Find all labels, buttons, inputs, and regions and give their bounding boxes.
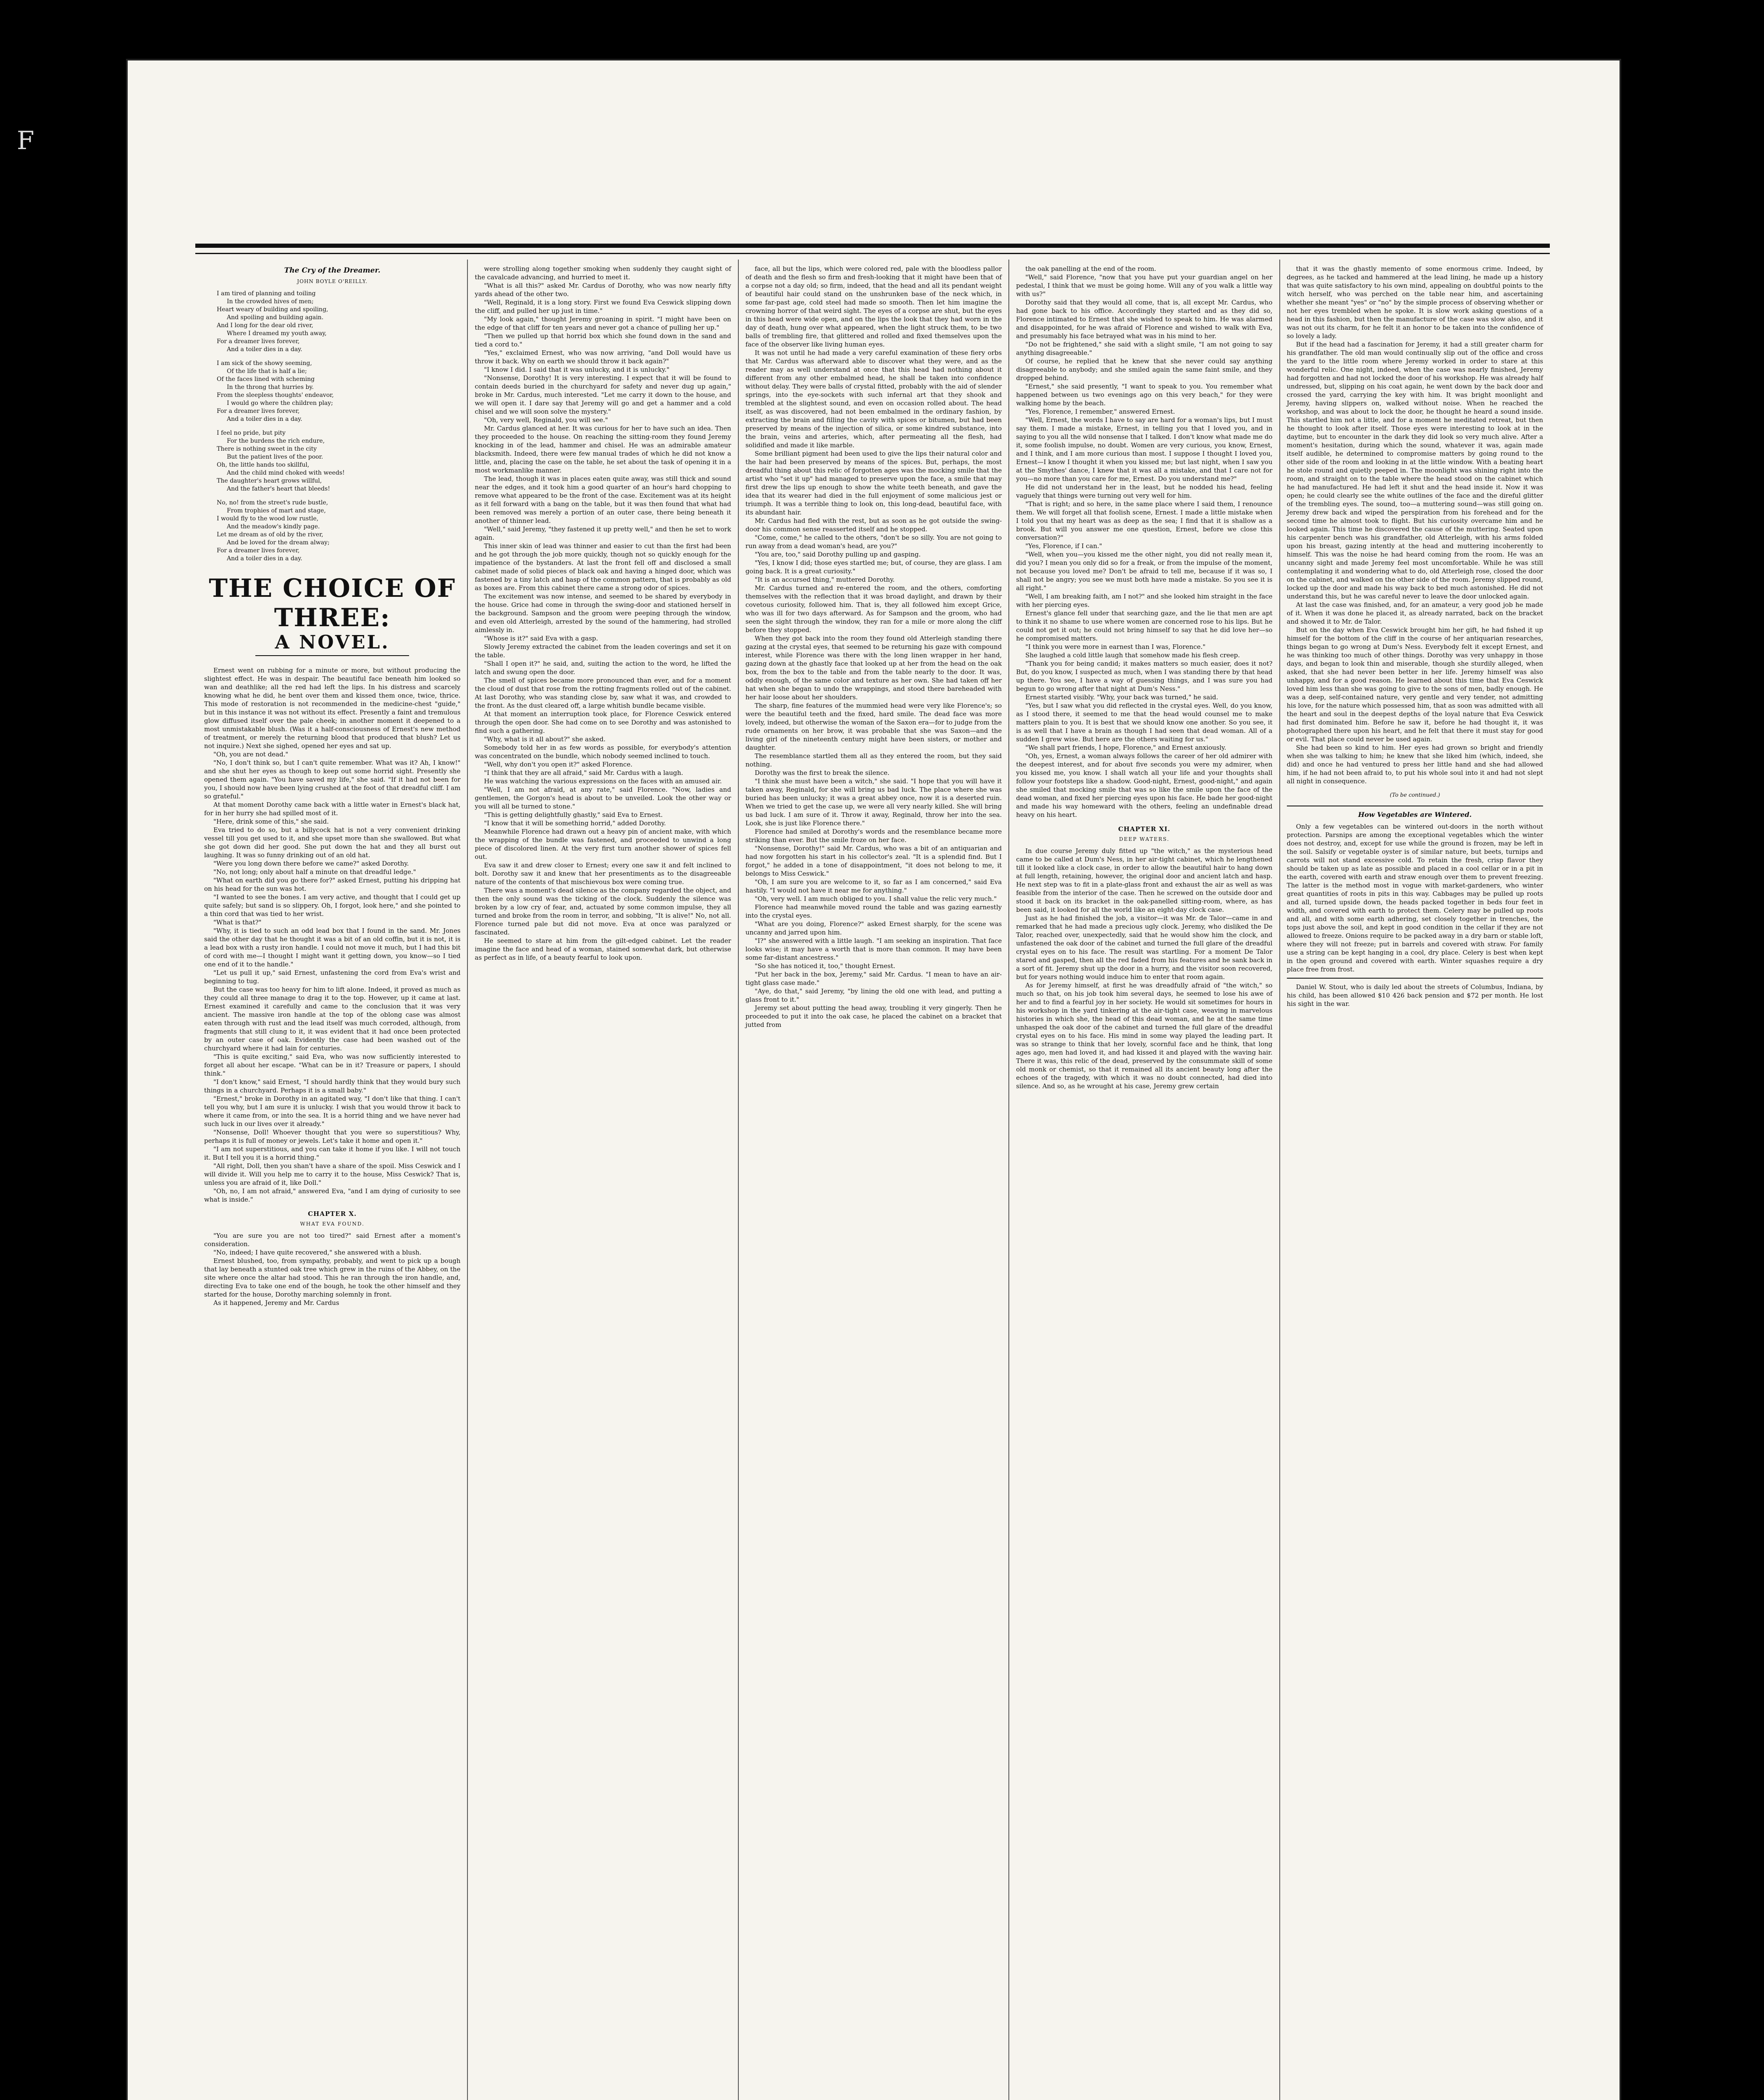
paragraph: "Well, why don't you open it?" asked Florence. [484,761,633,768]
paragraph: He seemed to stare at him from the gilt-edged cabinet. Let the reader imagine the face and head of a woman, stained somewhat dark, but otherwise as perfect as in life, of a beauty fearful to look upon. [475,937,731,961]
poem-line: And a toiler dies in a day. [227,555,302,562]
paragraph: This inner skin of lead was thinner and easier to cut than the first had been and he got through the job more quickly, though not so quickly enough for the impatience of the bystanders. At last the front fell off and disclosed a small cabinet made of solid pieces of black oak and having a hinged door, which was fastened by a tiny latch and hasp of the common pattern, that is probably as old as boxes are. From this cabinet there came a strong odor of spices. [475,542,731,592]
paragraph: "I think that they are all afraid," said Mr. Cardus with a laugh. [484,769,683,777]
paragraph: Florence had smiled at Dorothy's words and the resemblance became more striking than ever. But the smile froze on her face. [745,828,1002,844]
paragraph: In due course Jeremy duly fitted up "the witch," as the mysterious head came to be called at Dum's Ness, in her air-tight cabinet, which he lengthened till it looked like a clock case, in order to allow the beautiful hair to hang down at full length, retaining, however, the original door and ancient latch and hasp. He next step was to fit in a plate-glass front and exhaust the air as well as was feasible from the interior of the case. Then he screwed on the outside door and stood it back on its bracket in the oak-panelled sitting-room, where, as has been said, it looked for all the world like an eight-day clock case. [1016,847,1273,914]
poem-line: The daughter's heart grows willful, [217,478,322,484]
column-3 [738,260,1008,2100]
paragraph: But if the head had a fascination for Jeremy, it had a still greater charm for his grandfather. The old man would continually slip out of the office and cross the yard to the little room where Jeremy worked in order to stare at this wonderful relic. One night, indeed, when the case was nearly finished, Jeremy had forgotten and had not locked the door of his workshop. He was already half undressed, but, slipping on his coat again, he went down by the back door and crossed the yard, carrying the key with him. It was bright moonlight and Jeremy, having slippers on, walked without noise. When he reached the workshop, and was about to lock the door, he thought he heard a sound inside. This startled him not a little, and for a moment he meditated retreat, but then he thought to look after itself. Those eyes were interesting to look at in the daytime, but to encounter in the dark they did look so very much alive. After a moment's hesitation, during which the sound, whatever it was, again made itself audible, he determined to compromise matters by going round to the other side of the room and looking in at the little window. With a beating heart he stole round and quietly peeped in. The moonlight was shining right into the room, and straight on to the table where the head stood on the cabinet which he had manufactured. He had left it shut and the head inside it. Now it was open; he could clearly see the white outlines of the face and the direful glitter of the trembling eyes. The sound, too—a muttering sound—was still going on. Jeremy drew back and wiped the perspiration from his forehead and for the second time he almost took to flight. But his curiosity overcame him and he looked again. This time he discovered the cause of the muttering. Seated upon his carpenter bench was his grandfather, old Atterleigh, with his arms folded upon his breast, gazing intently at the head and muttering incoherently to himself. This was the noise he had heard coming from the room. He was an uncanny sight and made Jeremy feel most uncomfortable. While he was still contemplating it and wondering what to do, old Atterleigh rose, closed the door on the cabinet, and walked on the other side of the room. Jeremy slipped round, locked up the door and made his way back to bed much astonished. He did not understand this, but he was careful never to leave the door unlocked again. [1286,341,1544,600]
paragraph: "Why, what is it all about?" she asked. [484,735,606,743]
paragraph: "What are you doing, Florence?" asked Ernest sharply, for the scene was uncanny and jarred upon him. [745,920,1002,936]
poem-title: The Cry of the Dreamer. [284,266,381,275]
poem-line: In the crowded hives of men; [227,298,314,305]
columns [197,260,1550,2100]
column-1 [197,260,467,2100]
paragraph: He was watching the various expressions on the faces with an amused air. [484,777,722,785]
paragraph: "No, not long; only about half a minute on that dreadful ledge." [213,868,416,876]
paragraph: "Were you long down there before we came?" asked Dorothy. [213,860,409,867]
column-5-text [1287,265,1543,785]
paragraph: Ernest's glance fell under that searching gaze, and the lie that men are apt to think it no shame to use where women are concerned rose to his lips. But he could not get it out; he could not bring himself to say that he did love her—so he compromised matters. [1016,609,1273,642]
paragraph: "I don't know," said Ernest, "I should hardly think that they would bury such things in a churchyard. Perhaps it is a small baby." [204,1078,461,1094]
poem-line: Let me dream as of old by the river, [217,531,323,538]
paragraph: Ernest started visibly. "Why, your back was turned," he said. [1025,693,1218,701]
paragraph: "Well, I am not afraid, at any rate," said Florence. "Now, ladies and gentlemen, the Gorgon's head is about to be unveiled. Look the other way or you will all be turned to stone." [475,786,731,810]
paragraph: When they got back into the room they found old Atterleigh standing there gazing at the crystal eyes, that seemed to be returning his gaze with compound interest, while Florence was there with the long linen wrapper in her hand, gazing down at the ghastly face that looked up at her from the head on the oak box, from the box to the table and from the table nearly to the door. It was, oddly enough, of the same color and texture as her own. She had taken off her hat when she began to undo the wrappings, and stood there bareheaded with her hair loose about her shoulders. [745,635,1002,701]
top-rule-thin [195,253,1550,254]
paragraph: "Well, Reginald, it is a long story. First we found Eva Ceswick slipping down the cliff, and pulled her up just in time." [475,299,731,315]
paragraph: the oak panelling at the end of the room. [1025,265,1156,273]
paragraph: "I know that it will be something horrid," added Dorothy. [484,819,666,827]
top-rule [195,244,1550,248]
poem-line: Of the life that is half a lie; [227,368,307,375]
paragraph: Dorothy said that they would all come, that is, all except Mr. Cardus, who had gone back to his office. Accordingly they started and as they did so, Florence intimated to Ernest that she wished to speak to him. He was alarmed and disappointed, for he was afraid of Florence and wished to walk with Eva, and presumably his face betrayed what was in his mind to her. [1016,299,1273,340]
column-2 [467,260,738,2100]
paragraph: were strolling along together smoking when suddenly they caught sight of the cavalcade advancing, and hurried to meet it. [475,265,731,281]
paragraph: Meanwhile Florence had drawn out a heavy pin of ancient make, with which the wrapping of the bundle was fastened, and proceeded to unwind a long piece of discolored linen. At the very first turn another shower of spices fell out. [475,828,731,861]
paragraph: "Then we pulled up that horrid box which she found down in the sand and tied a cord to." [475,332,731,348]
article-divider-2 [1287,978,1543,979]
paragraph: "Nonsense, Dorothy! It is very interesting. I expect that it will be found to contain deeds buried in the churchyard for safety and never dug up again," broke in Mr. Cardus, much interested. "Let me carry it down to the house, and we will open it. I dare say that Jeremy will go and get a hammer and a cold chisel and we will soon solve the mystery." [475,374,731,415]
paragraph: She had been so kind to him. Her eyes had grown so bright and friendly when she was talking to him; he knew that she liked him (which, indeed, she did) and once he had ventured to press her little hand and she had allowed him, if he had not been afraid to, to put his whole soul into it and had not slept all night in consequence. [1286,744,1544,785]
chapter-10-subtitle: WHAT EVA FOUND. [300,1221,365,1227]
paragraph: Dorothy was the first to break the silence. [754,769,890,777]
poem-line: For a dreamer lives forever, [217,408,300,415]
poem-line: I would go where the children play; [227,400,333,407]
paragraph: "Yes, but I saw what you did reflected in the crystal eyes. Well, do you know, as I stood there, it seemed to me that the head would counsel me to make matters plain to you. It is best that we should know one another. So you see, it is as well that I have a brain as though I had seen that dead woman. All of a sudden I grew wise. But here are the others waiting for us." [1016,702,1273,743]
novel-headline: THE CHOICE OF THREE: [209,574,456,633]
paragraph: The smell of spices became more pronounced than ever, and for a moment the cloud of dust that rose from the rotting fragments rolled out of the cabinet. At last Dorothy, who was standing close by, saw what it was, and crowded to the front. As the dust cleared off, a large whitish bundle became visible. [475,677,731,709]
poem-line: Oh, the little hands too skillful, [217,462,310,468]
paragraph: "Come, come," he called to the others, "don't be so silly. You are not going to run away from a dead woman's head, are you?" [745,534,1002,550]
paragraph: "Put her back in the box, Jeremy," said Mr. Cardus. "I mean to have an air-tight glass case made." [745,971,1002,987]
paragraph: But the case was too heavy for him to lift alone. Indeed, it proved as much as they could all three manage to drag it to the top. However, up it came at last. Ernest examined it carefully and came to the conclusion that it was very ancient. The massive iron handle at the top of the oblong case was almost eaten through with rust and the lead itself was much corroded, although, from fragments that still clung to it, it was evident that it had once been protected by an outer case of oak. Evidently the case had been washed out of the churchyard where it had lain for centuries. [204,986,461,1052]
paragraph: that it was the ghastly memento of some enormous crime. Indeed, by degrees, as he tacked and hammered at the lead lining, he made up a history that was quite satisfactory to his own mind, appealing on doubtful points to the witch herself, who was perched on the table near him, and ascertaining whether she meant "yes" or "no" by the simple process of observing whether or not her eyes trembled when he spoke. It is slow work asking questions of a head in this fashion, but then the manufacture of the case was slow also, and it was not out its charm, for he felt it an honor to be taken into the confidence of so lovely a lady. [1286,265,1544,340]
paragraph: Mr. Cardus had fled with the rest, but as soon as he got outside the swing-door his common sense reasserted itself and he stopped. [745,517,1002,533]
paragraph: Only a few vegetables can be wintered out-doors in the north without protection. Parsnips are among the exceptional vegetables which the winter does not destroy, and, except for use while the ground is frozen, may be left in the soil. Salsify or vegetable oyster is of similar nature, but beets, turnips and carrots will not stand excessive cold. To retain the fresh, crisp flavor they should be taken up as late as possible and placed in a cool cellar or in a pit in the earth, covered with earth and straw enough over them to prevent freezing. The latter is the method most in vogue with market-gardeners, who winter great quantities of roots in pits in this way. Cabbages may be pulled up roots and all, turned upside down, the heads packed together in beds four feet in width, and covered with earth to protect them. Celery may be pulled up roots and all, and with some earth adhering, set closely together in trenches, the tops just above the soil, and kept in good condition in the cellar if they are not allowed to freeze. Onions require to be packed away in a dry barn or stable loft, where they will not freeze; put in barrels and covered with straw. For family use a string can be kept hanging in a cool, dry place. Celery is best when kept in the open ground and covered with earth. Winter squashes require a dry place free from frost. [1286,823,1544,973]
paragraph: Somebody told her in as few words as possible, for everybody's attention was concentrated on the bundle, which nobody seemed inclined to touch. [475,744,731,760]
paragraph: There was a moment's dead silence as the company regarded the object, and then the only sound was the ticking of the clock. Suddenly the silence was broken by a low cry of fear, and, actuated by some common impulse, they all turned and broke from the room in terror, and sobbing, "It is alive!" No, not all. Florence turned pale but did not move. Eva at once was paralyzed or fascinated. [475,887,731,936]
paragraph: "Oh, yes, Ernest, a woman always follows the career of her old admirer with the deepest interest, and for about five seconds you were my admirer, when you kissed me, you know. I shall watch all your life and your thoughts shall follow your footsteps like a shadow. Good-night, Ernest, good-night," and again she smiled that mocking smile that was so like the smile upon the face of the dead woman, and fixed her piercing eyes upon his face. He bade her good-night and made his way homeward with the others, feeling an undefinable dread heavy on his heart. [1016,752,1273,819]
chapter-10-title: CHAPTER X. [308,1210,357,1218]
paragraph: "Shall I open it?" he said, and, suiting the action to the word, he lifted the latch and swung open the door. [475,660,731,676]
paragraph: Eva saw it and drew closer to Ernest; every one saw it and felt inclined to bolt. Dorothy saw it and knew that her presentiments as to the disagreeable nature of the contents of that mischievous box were coming true. [475,861,731,886]
paragraph: "I?" she answered with a little laugh. "I am seeking an inspiration. That face looks wise; it may have a worth that is more than common. It may have been some far-distant ancestress." [745,937,1002,961]
paragraph: "Aye, do that," said Jeremy, "by lining the old one with lead, and putting a glass front to it." [745,987,1002,1003]
paragraph: Ernest blushed, too, from sympathy, probably, and went to pick up a bough that lay beneath a stunted oak tree which grew in the ruins of the Abbey, on the site where once the altar had stood. This he ran through the iron handle, and, directing Eva to take one end of the bough, he took the other himself and they started for the house, Dorothy marching solemnly in front. [204,1257,461,1298]
poem-line: And the child mind choked with weeds! [227,470,345,476]
paragraph: "Well, when you—you kissed me the other night, you did not really mean it, did you? I mean you only did so for a freak, or from the impulse of the moment, not because you loved me? Don't be afraid to tell me, because if it was so, I shall not be angry; you see we must both have made a mistake. So you see it is all right." [1016,551,1273,592]
poem-line: From trophies of mart and stage, [227,507,326,514]
poem-line: And the father's heart that bleeds! [227,486,330,492]
paragraph: "You are sure you are not too tired?" said Ernest after a moment's consideration. [204,1232,461,1248]
paragraph: "I think she must have been a witch," she said. "I hope that you will have it taken away, Reginald, for she will bring us bad luck. The place where she was buried has been unlucky; it was a great abbey once, now it is a deserted ruin. When we tried to get the case up, we were all very nearly killed. She will bring us bad luck. I am sure of it. Throw it away, Reginald, throw her into the sea. Look, she is just like Florence there." [745,777,1002,827]
novel-subhead: A NOVEL. [275,632,390,653]
vegetables-title: How Vegetables are Wintered. [1358,811,1472,819]
paragraph: Florence had meanwhile moved round the table and was gazing earnestly into the crystal eyes. [745,903,1002,919]
poem-line: For a dreamer lives forever, [217,338,300,345]
paragraph: Mr. Cardus glanced at her. It was curious for her to have such an idea. Then they proceeded to the house. On reaching the sitting-room they found Jeremy knocking in of the lead, hammer and chisel. He was an admirable amateur blacksmith. Indeed, there were few manual trades of which he did not know a little, and, placing the case on the table, he set about the task of opening it in a most workmanlike manner. [475,425,731,474]
paragraph: "This is getting delightfully ghastly," said Eva to Ernest. [484,811,663,819]
paragraph: "I think you were more in earnest than I was, Florence." [1025,643,1206,651]
paragraph: "Yes, Florence, if I can." [1025,542,1102,550]
paragraph: "Yes, I know I did; those eyes startled me; but, of course, they are glass. I am going back. It is a great curiosity." [745,559,1002,575]
column-1-text-b [204,1231,460,1307]
paragraph: "This is quite exciting," said Eva, who was now sufficiently interested to forget all about her escape. "What can be in it? Treasure or papers, I should think." [204,1053,461,1077]
paragraph: Mr. Cardus turned and re-entered the room, and the others, comforting themselves with the reflection that it was broad daylight, and drawn by their covetous curiosity, followed him. That is, they all followed him except Grice, who was ill for two days afterward. As for Sampson and the groom, who had seen the sight through the window, they ran for a mile or more along the cliff before they stopped. [745,584,1002,634]
paragraph: "Whose is it?" said Eva with a gasp. [484,635,598,642]
poem-line: I am tired of planning and toiling [217,290,316,297]
paragraph: "Ernest," broke in Dorothy in an agitated way, "I don't like that thing. I can't tell you why, but I am sure it is unlucky. I wish that you would throw it back to where it came from, or into the sea. It is a horrid thing and we have never had such luck in our lives over it already." [204,1095,461,1128]
paragraph: Of course, he replied that he knew that she never could say anything disagreeable to anybody; and she smiled again the same faint smile, and they dropped behind. [1016,357,1273,382]
subhead-rule [255,655,409,656]
poem-line: For the burdens the rich endure, [227,438,325,444]
vegetables-text [1287,822,1543,974]
paragraph: "I am not superstitious, and you can take it home if you like. I will not touch it. But I tell you it is a horrid thing." [204,1145,461,1161]
paragraph: "Well," said Jeremy, "they fastened it up pretty well," and then he set to work again. [475,525,731,541]
paragraph: "Nonsense, Dorothy!" said Mr. Cardus, who was a bit of an antiquarian and had now forgotten his start in his collector's zeal. "It is a splendid find. But I forgot," he added in a tone of disappointment, "it does not belong to me, it belongs to Miss Ceswick." [745,845,1002,877]
paragraph: "All right, Doll, then you shan't have a share of the spoil. Miss Ceswick and I will divide it. Will you help me to carry it to the house, Miss Ceswick? That is, unless you are afraid of it, like Doll." [204,1162,461,1186]
poem-line: For a dreamer lives forever, [217,547,300,554]
poem-line: In the throng that hurries by. [227,384,314,391]
paragraph: "Oh, no, I am not afraid," answered Eva, "and I am dying of curiosity to see what is inside." [204,1187,461,1203]
paragraph: At that moment an interruption took place, for Florence Ceswick entered through the open door. She had come on to see Dorothy and was astonished to find such a gathering. [475,710,731,735]
poem-line: I feel no pride, but pity [217,430,286,436]
column-2-text [475,265,731,962]
paragraph: "Nonsense, Doll! Whoever thought that you were so superstitious? Why, perhaps it is full of money or jewels. Let's take it home and open it." [204,1129,461,1144]
paragraph: At last the case was finished, and, for an amateur, a very good job he made of it. When it was done he placed it, as already narrated, back on the bracket and showed it to Mr. de Talor. [1286,601,1544,625]
poem-line: And the meadow's kindly page. [227,523,320,530]
poem-stanza [217,290,460,354]
paragraph: "I know I did. I said that it was unlucky, and it is unlucky." [484,366,669,373]
column-4 [1008,260,1279,2100]
paragraph: "Ernest," she said presently, "I want to speak to you. You remember what happened between us two evenings ago on this very beach," for they were walking home by the beach. [1016,383,1273,407]
paragraph: She laughed a cold little laugh that somehow made his flesh creep. [1025,651,1240,659]
paragraph: "That is right; and so here, in the same place where I said them, I renounce them. We will forget all that foolish scene, Ernest. I made a little mistake when I told you that my heart was as deep as the sea; I find that it is shallow as a brook. But will you answer me one question, Ernest, before we close this conversation?" [1016,500,1273,541]
column-1-text [204,666,460,1204]
poem-line: There is nothing sweet in the city [217,446,317,452]
pension-paragraph: Daniel W. Stout, who is daily led about the streets of Columbus, Indiana, by his child, has been allowed $10 426 back pension and $72 per month. He lost his sight in the war. [1286,983,1544,1008]
chapter-11-subtitle: DEEP WATERS. [1119,836,1170,842]
paragraph: "It is an accursed thing," muttered Dorothy. [754,576,895,583]
poem-line: And I long for the dear old river, [217,322,314,329]
paragraph: "Why, it is tied to such an odd lead box that I found in the sand. Mr. Jones said the other day that he thought it was a bit of an old coffin, but it is not, it is a lead box with a rusty iron handle. I could not move it much, but I had this bit of cord with me—I thought I might want it getting down, you know—so I tied one end of it to the handle." [204,927,461,968]
column-4-text-b [1016,847,1272,1090]
paragraph: "No, indeed; I have quite recovered," she answered with a blush. [213,1249,422,1256]
paragraph: "I wanted to see the bones. I am very active, and thought that I could get up quite safely; but sand is so slippery. Oh, I forgot, look here," and she pointed to a thin cord that was tied to her wrist. [204,893,461,918]
poem-line: No, no! from the street's rude bustle, [217,499,328,506]
paragraph: "What is that?" [213,919,262,926]
poem-line: And be loved for the dream alway; [227,539,330,546]
poem-stanza [217,360,460,423]
paragraph: The resemblance startled them all as they entered the room, but they said nothing. [745,752,1002,768]
poem-line: But the patient lives of the poor. [227,454,323,460]
paragraph: "Well, Ernest, the words I have to say are hard for a woman's lips, but I must say them. I made a mistake, Ernest, in telling you that I loved you, and in saying to you all the wild nonsense that I talked. I don't know what made me do it, some foolish impulse, no doubt. Women are very curious, you know, Ernest, and I think, and I am more curious than most. I suppose I thought I loved you, Ernest—I know I thought it when you kissed me; but last night, when I saw you at the Smythes' dance, I knew that it was all a mistake, and that I care not for you—no more than you care for me, Ernest. Do you understand me?" [1016,416,1273,483]
paragraph: As it happened, Jeremy and Mr. Cardus [213,1299,339,1307]
poem-line: And spoiling and building again. [227,314,324,321]
paragraph: Some brilliant pigment had been used to give the lips their natural color and the hair had been preserved by means of the spices. But, perhaps, the most dreadful thing about this relic of forgotten ages was the mocking smile that the artist who "set it up" had managed to preserve upon the face, a smile that may first drew the lips up enough to show the white teeth beneath, and gave the idea that its wearer had died in the full enjoyment of some malicious jest or triumph. It was a terrible thing to look on, this long-dead, beautiful face, with its abundant hair. [745,450,1002,516]
paragraph: "Oh, I am sure you are welcome to it, so far as I am concerned," said Eva hastily. "I would not have it near me for anything." [745,878,1002,894]
paragraph: At that moment Dorothy came back with a little water in Ernest's black hat, for in her hurry she had spilled most of it. [204,801,461,817]
paragraph: "Yes," exclaimed Ernest, who was now arriving, "and Doll would have us throw it back. Why on earth we should throw it back again?" [475,349,731,365]
paragraph: "Thank you for being candid; it makes matters so much easier, does it not? But, do you know, I suspected as much, when I was standing there by that head up there. You see, I have a way of guessing things, and I was sure you had begun to go wrong after that night at Dum's Ness." [1016,660,1273,693]
paragraph: Eva tried to do so, but a billycock hat is not a very convenient drinking vessel till you get used to it, and she upset more than she swallowed. But what she got down did her good. She put down the hat and they all burst out laughing. It was so funny drinking out of an old hat. [204,826,461,859]
paragraph: The excitement was now intense, and seemed to be shared by everybody in the house. Grice had come in through the swing-door and stationed herself in the background. Sampson and the groom were peeping through the window, and even old Atterleigh, arrested by the sound of the hammering, had strolled aimlessly in. [475,593,731,634]
paragraph: "Well," said Florence, "now that you have put your guardian angel on her pedestal, I think that we must be going home. Will any of you walk a little way with us?" [1016,273,1273,298]
paragraph: It was not until he had made a very careful examination of these fiery orbs that Mr. Cardus was afterward able to discover what they were, and as the reader may as well understand at once that this head had nothing about it different from any other embalmed head, he shall be taken into confidence without delay. They were balls of crystal fitted, probably with the aid of slender springs, into the eye-sockets with such infernal art that they shook and trembled at the slightest sound, and even on occasion rolled about. The head itself, as was discovered, had not been embalmed in the ordinary fashion, by extracting the brain and filling the cavity with spices or bitumen, but had been preserved by means of the injection of silica, or some kindred substance, into the brain, veins and arteries, which, after permeating all the flesh, had solidified and made it like marble. [745,349,1002,449]
column-4-text [1016,265,1272,819]
paragraph: "Let us pull it up," said Ernest, unfastening the cord from Eva's wrist and beginning to tug. [204,969,461,985]
poem-line: Heart weary of building and spoiling, [217,306,328,313]
paragraph: face, all but the lips, which were colored red, pale with the bloodless pallor of death and the flesh so firm and fresh-looking that it might have been that of a corpse not a day old; so firm, indeed, that the head and all its pendant weight of beautiful hair could stand on the unshrunken base of the neck which, in some far-past age, cold steel had made so smooth. Then let him imagine the crowning horror of that weird sight. The eyes of a corpse are shut, but the eyes in this head were wide open, and on the lips the look that they had worn in the day of death, hung over what appeared, when the light struck them, to be two balls of trembling fire, that glittered and rolled and fixed themselves upon the face of the observer like living human eyes. [745,265,1002,348]
paragraph: "My look again," thought Jeremy groaning in spirit. "I might have been on the edge of that cliff for ten years and never got a chance of pulling her up." [475,315,731,331]
poem-line: Where I dreamed my youth away, [227,330,327,337]
chapter-11-title: CHAPTER XI. [1118,825,1171,833]
paragraph: "So she has noticed it, too," thought Ernest. [754,962,895,970]
poem-line: I would fly to the wood low rustle, [217,515,319,522]
paragraph: "Do not be frightened," she said with a slight smile, "I am not going to say anything disagreeable." [1016,341,1273,357]
paragraph: "We shall part friends, I hope, Florence," and Ernest anxiously. [1025,744,1226,751]
poem-line: From the sleepless thoughts' endeavor, [217,392,334,399]
paragraph: "Oh, you are not dead." [213,751,289,758]
paragraph: Ernest went on rubbing for a minute or more, but without producing the slightest effect. He was in despair. The beautiful face beneath him looked so wan and deathlike; all the red had left the lips. In his distress and scarcely knowing what he did, he bent over them and kissed them once, twice, thrice. This mode of restoration is not recommended in the medicine-chest "guide," but in this instance it was not without its effect. Presently a faint and tremulous glow diffused itself over the pale cheek; in another moment it deepened to a most unmistakable blush. (Was it a half-consciousness of Ernest's new method of treatment, or merely the returning blood that produced that blush? Let us not inquire.) Next she sighed, opened her eyes and sat up. [204,667,461,750]
paragraph: "Well, I am breaking faith, am I not?" and she looked him straight in the face with her piercing eyes. [1016,593,1273,609]
paragraph: Just as he had finished the job, a visitor—it was Mr. de Talor—came in and remarked that he had made a precious ugly clock. Jeremy, who disliked the De Talor, reached over, unexpectedly, said that he would show him the clock, and unfastened the oak door of the cabinet and turned the full glare of the dreadful crystal eyes on to his face. The result was startling. For a moment De Talor stared and gasped, then all the red faded from his features and he sank back in a sort of fit. Jeremy shut up the door in a hurry, and the visitor soon recovered, but for years nothing would induce him to enter that room again. [1016,914,1273,981]
paragraph: Jeremy set about putting the head away, troubling it very gingerly. Then he proceeded to put it into the oak case, he placed the cabinet on a bracket that jutted from [745,1004,1002,1029]
to-be-continued: (To be continued.) [1389,792,1440,798]
poem-stanza [217,499,460,563]
margin-mark: F [17,126,34,155]
paragraph: "No, I don't think so, but I can't quite remember. What was it? Ah, I know!" and she shut her eyes as though to keep out some horrid sight. Presently she opened them again. "You have saved my life," she said. "If it had not been for you, I should now have been lying crushed at the foot of that dreadful cliff. I am so grateful." [204,759,461,800]
poem-line: And a toiler dies in a day. [227,346,302,353]
paragraph: But on the day when Eva Ceswick brought him her gift, he had fished it up himself for the bottom of the cliff in the course of her antiquarian researches, things began to go wrong at Dum's Ness. Everybody felt it except Ernest, and he was thinking too much of other things. Dorothy was very unhappy in those days, and began to look thin and miserable, though she sturdily alleged, when asked, that she had never been better in her life. Jeremy himself was also unhappy, and for a good reason. He learned about this time that Eva Ceswick loved him less than she was going to give to the sons of men, badly enough. He was a deep, self-contained nature, very gentle and very tender, not admitting his love, for the nature which possessed him, that as soon was admitted with all the heart and soul in the deepest depths of the loyal nature that Eva Ceswick had first dominated him. Before he saw it, before he had thought it, it was photographed there upon his heart, and he felt that there it must stay for good or evil. That place could never be used again. [1286,626,1544,743]
paragraph: "What is all this?" asked Mr. Cardus of Dorothy, who was now nearly fifty yards ahead of the other two. [475,282,731,298]
poem-line: I am sick of the showy seeming, [217,360,312,367]
paragraph: "Oh, very well, Reginald, you will see." [484,416,608,424]
paragraph: Slowly Jeremy extracted the cabinet from the leaden coverings and set it on the table. [475,643,731,659]
poem-author: JOHN BOYLE O'REILLY. [297,278,368,284]
column-5 [1279,260,1550,2100]
poem-line: Of the faces lined with scheming [217,376,315,383]
paragraph: The lead, though it was in places eaten quite away, was still thick and sound near the edges, and it took him a good quarter of an hour's hard chopping to remove what appeared to be the front of the case. Excitement was at its height as it fell forward with a bang on the table, but it was then found that what had been removed was merely a portion of an outer case, there being beneath it another of thinner lead. [475,475,731,525]
paragraph: "What on earth did you go there for?" asked Ernest, putting his dripping hat on his head for the sun was hot. [204,877,461,892]
poem-stanza [217,429,460,493]
paragraph: "Here, drink some of this," she said. [213,818,329,825]
paragraph: "Oh, very well. I am much obliged to you. I shall value the relic very much." [754,895,997,903]
paragraph: He did not understand her in the least, but he nodded his head, feeling vaguely that things were turning out very well for him. [1016,483,1273,499]
paragraph: The sharp, fine features of the mummied head were very like Florence's; so were the beautiful teeth and the fixed, hard smile. The dead face was more lovely, indeed, but otherwise the woman of the Saxon era—for to judge from the rude ornaments on her brow, it was probable that she was Saxon—and the living girl of the nineteenth century might have been sisters, or mother and daughter. [745,702,1002,751]
paragraph: "You are, too," said Dorothy pulling up and gasping. [754,551,921,558]
poem-stanzas [204,290,460,563]
newspaper-page [126,59,1621,2100]
paragraph: "Yes, Florence, I remember," answered Ernest. [1025,408,1175,415]
paragraph: As for Jeremy himself, at first he was dreadfully afraid of "the witch," so much so that, on his job took him several days, he seemed to lose his awe of her and to find a fearful joy in her society. He would sit sometimes for hours in his workshop in the yard tinkering at the air-tight case, weaving in marvelous histories in which she, the head of this dead woman, and he at the same time unhasped the oak door of the cabinet and turned the full glare of the dreadful crystal eyes on to his face. His mind in some way played the leading part. It was so strange to think that her lovely, scornful face and he think, that long ages ago, men had loved it, and had kissed it and played with the waving hair. There it was, this relic of the dead, preserved by the consummate skill of some old monk or chemist, so that it remained all its ancient beauty long after the echoes of the tragedy, with which it was no doubt connected, had died into silence. And so, as he wrought at his case, Jeremy grew certain [1016,982,1273,1090]
column-3-text [746,265,1002,1029]
poem-line: And a toiler dies in a day. [227,416,302,423]
